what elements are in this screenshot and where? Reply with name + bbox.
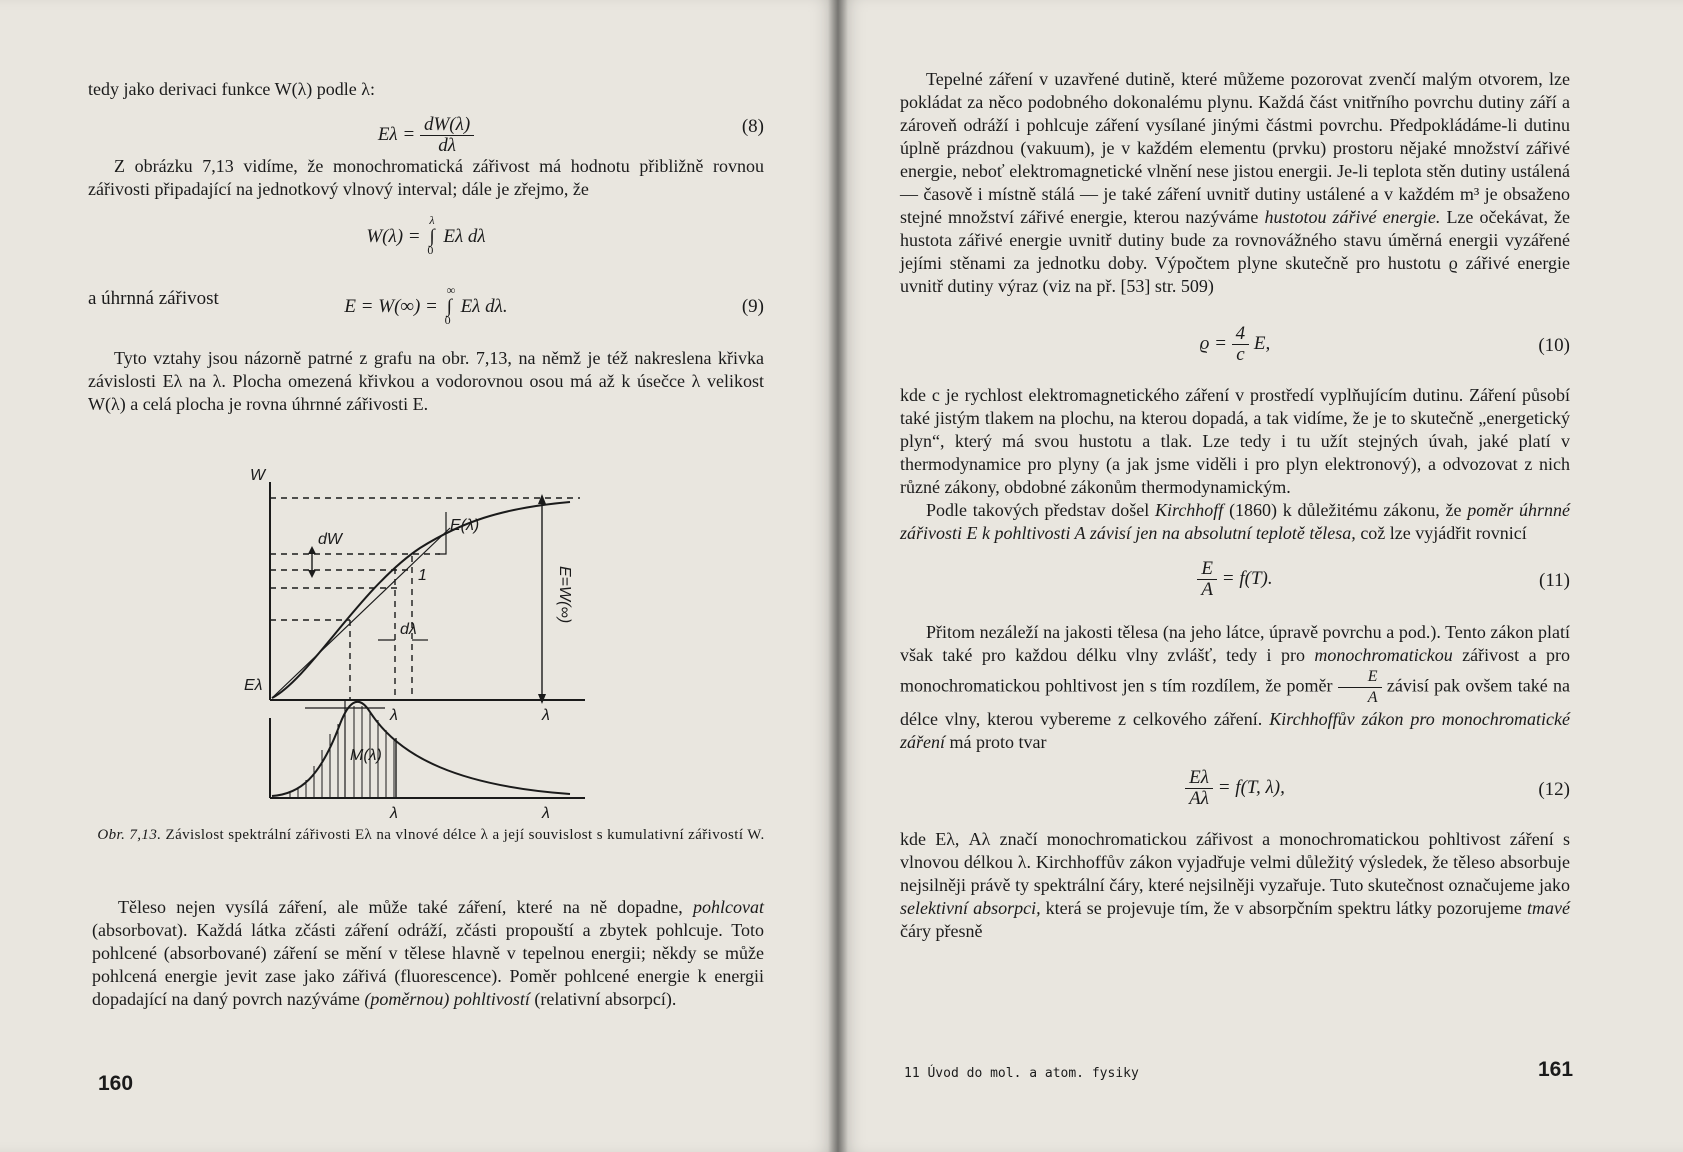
eq9-lhs: E = W(∞) = [344, 296, 438, 317]
left-paragraph-1: Z obrázku 7,13 vidíme, že monochromatická zářivost má hodnotu přibližně rovnou zářivosti připadající na jednotkový vlnový interval; dále je zřejmo, že [88, 156, 764, 199]
left-intro: tedy jako derivaci funkce W(λ) podle λ: [88, 79, 376, 99]
total-label: E=W(∞) [556, 566, 573, 624]
equation-11 [900, 549, 1570, 605]
eqw-lower: 0 [427, 243, 434, 257]
right-paragraph-2: kde c je rychlost elektromagnetického záření v prostředí vyplňujícím dutinu. Záření působí také jistým tlakem na plochu, na kterou dopadá, a tak vidíme, že je to skutečně „energetický plyn“, který má svou hustotu a tlak. Lze tedy i tu užít stejných úvah, jaké platí v thermodynamice pro plyny (a jak jsme viděli i pro plyn elektronový), a odvozovat z nich různé zákony, obdobné zákonům thermodynamickým. [900, 385, 1570, 497]
eqw-upper: λ [429, 213, 435, 227]
equation-12 [900, 758, 1570, 814]
eq11-denominator: A [1201, 579, 1214, 600]
eq8-lhs: Eλ = [377, 123, 416, 145]
bottom-y-label: Eλ [244, 677, 263, 694]
eq11-number: (11) [1539, 570, 1570, 591]
left-column-bottom [92, 896, 764, 1011]
eq10-fraction [1232, 324, 1250, 365]
eq12-denominator: Aλ [1189, 788, 1209, 809]
left-page-number: 160 [98, 1072, 134, 1095]
bottom-x-mark: λ [390, 805, 398, 822]
eq12-numerator: Eλ [1185, 768, 1213, 789]
eq8-numerator: dW(λ) [420, 115, 474, 136]
right-paragraph-3: Podle takových představ došel Kirchhoff (1860) k důležitému zákonu, že poměr úhrnné zářivosti E k pohltivosti A závisí jen na absolutní teplotě tělesa, což lze vyjádřit rovnicí [900, 500, 1570, 543]
eqw-integrand: Eλ dλ [443, 226, 486, 247]
eq11-numerator: E [1197, 559, 1217, 580]
eq12-fraction [1185, 768, 1213, 809]
e-lambda-label: E(λ) [450, 517, 480, 534]
eq9-lower: 0 [444, 313, 451, 327]
left-page [0, 0, 838, 1152]
right-page-number: 161 [1538, 1058, 1574, 1081]
eq10-numerator: 4 [1232, 324, 1250, 345]
figure-caption [95, 826, 767, 845]
left-paragraph-3: Těleso nejen vysílá záření, ale může také záření, které na ně dopadne, pohlcovat (absorbovat). Každá látka zčásti záření odráží, zčásti propouští a zbytek pohlcuje. Toto pohlcené (absorbované) záření se mění v tělese hlavně v tepelnou energii; někdy se může pohlcená energie jevit zase jako zářivá (fluorescence). Poměr pohlcené energie k energii dopadající na daný povrch nazýváme (poměrnou) pohltivostí (relativní absorpcí). [92, 897, 764, 1009]
right-column [900, 68, 1570, 943]
eq8-fraction [420, 115, 474, 156]
book-gutter [828, 0, 848, 1152]
equation-w [88, 215, 764, 261]
top-x-label: λ [542, 707, 550, 724]
right-page [838, 0, 1683, 1152]
eq10-lhs: ϱ = [1199, 332, 1227, 354]
eq9-integral: ∫ ∞ 0 [443, 295, 456, 318]
eq12-number: (12) [1538, 779, 1570, 800]
spectral-curve [272, 702, 570, 796]
eqw-integral: ∫ λ 0 [425, 225, 438, 248]
bottom-x-label: λ [542, 805, 550, 822]
total-radiance-label: a úhrnná zářivost [88, 288, 219, 309]
dw-label: dW [318, 531, 342, 548]
eq10-number: (10) [1538, 335, 1570, 356]
inline-ratio: $\frac{E}{A}$ [1338, 667, 1382, 708]
caption-text: Závislost spektrální zářivosti Eλ na vlnové délce λ a její souvislost s kumulativní zářivostí W. [165, 827, 765, 843]
top-y-label: W [250, 467, 266, 484]
right-paragraph-1: Tepelné záření v uzavřené dutině, které můžeme pozorovat zvenčí malým otvorem, lze pokládat za něco podobného dokonalému plynu. Každá část vnitřního povrchu dutiny září a zároveň odráží i pohlcuje záření vysílané jinými částmi povrchu. Předpokládáme-li dutinu úplně prázdnou (vakuum), je v každém elementu (prvku) prostoru nějaké množství zářivé energie, neboť elektromagnetické vlnění nese jistou energii. Je-li teplota stěn dutiny ustálená — časově i místně stálá — je také záření uvnitř dutiny ustálené a v každém m³ je obsaženo stejné množství zářivé energie, kterou nazýváme hustotou zářivé energie. Lze očekávat, že hustota zářivé energie uvnitř dutiny bude za rovnovážného stavu úměrná energii vyzářené jejími stěnami za jednotku doby. Výpočtem plyne skutečně pro hustotu ϱ zářivé energie uvnitř dutiny výraz (viz na př. [53] str. 509) [900, 69, 1570, 296]
eq9-integrand: Eλ dλ. [460, 296, 508, 317]
right-paragraph-5: kde Eλ, Aλ značí monochromatickou zářivost a monochromatickou pohltivost záření s vlnovou délkou λ. Kirchhoffův zákon vyjadřuje velmi důležitý výsledek, že těleso absorbuje nejsilněji právě ty spektrální čáry, které nejsilněji vyzařuje. Tuto skutečnost označujeme jako selektivní absorpci, která se projevuje tím, že v absorpčním spektru látky pozorujeme tmavé čáry přesně [900, 829, 1570, 941]
left-column [88, 78, 764, 416]
equation-9 [88, 273, 764, 327]
left-paragraph-2: Tyto vztahy jsou názorně patrné z grafu na obr. 7,13, na němž je též nakreslena křivka závislosti Eλ na λ. Plocha omezená křivkou a vodorovnou osou má až k úsečce λ velikost W(λ) a celá plocha je rovna úhrnné zářivosti E. [88, 348, 764, 414]
eq8-number: (8) [741, 116, 764, 137]
top-x-mark: λ [390, 707, 398, 724]
eq9-number: (9) [741, 296, 764, 317]
eq9-upper: ∞ [446, 283, 456, 297]
page-footer: 11 Úvod do mol. a atom. fysiky [904, 1066, 1139, 1081]
tangent-label: 1 [418, 567, 427, 584]
eq11-rhs: = f(T). [1221, 567, 1273, 589]
eq8-denominator: dλ [438, 135, 456, 156]
area-label: M(λ) [350, 747, 382, 764]
figure-7-13 [244, 467, 590, 828]
eqw-lhs: W(λ) = [366, 226, 421, 247]
eq10-denominator: c [1236, 344, 1245, 365]
caption-prefix: Obr. 7,13. [97, 827, 162, 843]
eq12-rhs: = f(T, λ), [1217, 776, 1285, 798]
dlambda-label: dλ [400, 621, 417, 638]
eq10-rhs: E, [1253, 332, 1271, 354]
eq11-fraction [1197, 559, 1217, 600]
equation-10 [900, 314, 1570, 370]
right-paragraph-4: Přitom nezáleží na jakosti tělesa (na jeho látce, úpravě povrchu a pod.). Tento zákon platí však také pro každou délku vlny zvlášť, tedy i pro monochromatickou zářivost a pro monochromatickou pohltivost jen s tím rozdílem, že poměr $\frac{E}{A}$ závisí pak ovšem také na délce vlny, kterou vybereme z celkového záření. Kirchhoffův zákon pro monochromatické záření má proto tvar [900, 622, 1570, 752]
cumulative-curve [272, 502, 570, 698]
equation-8 [88, 105, 764, 156]
